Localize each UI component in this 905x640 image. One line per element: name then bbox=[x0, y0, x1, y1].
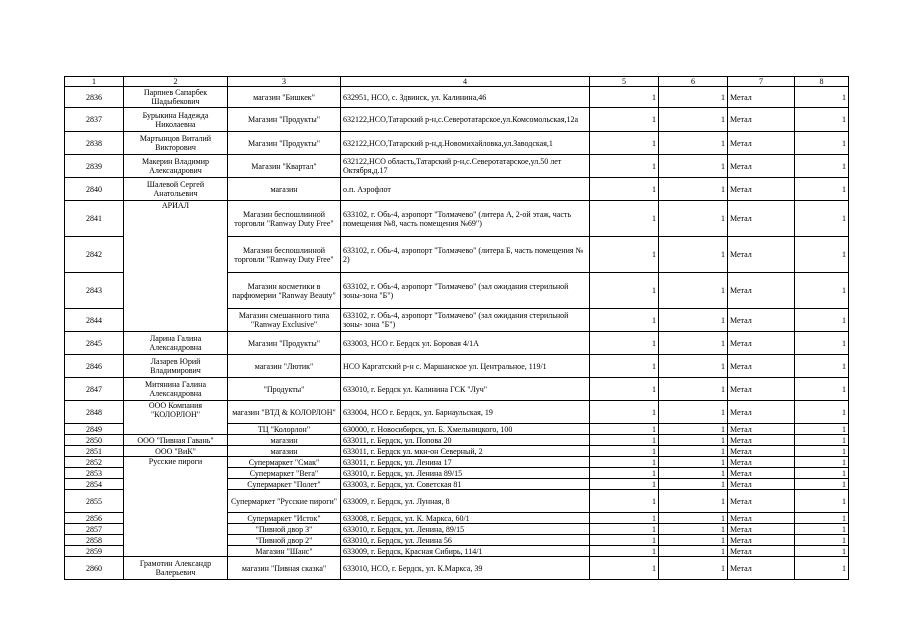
material-cell: Метал bbox=[728, 468, 795, 479]
row-number-cell: 2845 bbox=[65, 332, 124, 355]
material-cell: Метал bbox=[728, 108, 795, 132]
count-cell: 1 bbox=[795, 155, 849, 178]
row-number-cell: 2859 bbox=[65, 546, 124, 557]
column-number: 4 bbox=[341, 77, 590, 87]
quantity-cell: 1 bbox=[659, 513, 728, 524]
owner-name-cell: Русские пироги bbox=[124, 457, 228, 557]
material-cell: Метал bbox=[728, 201, 795, 237]
table-row bbox=[65, 446, 849, 457]
quantity-cell: 1 bbox=[659, 87, 728, 108]
address-cell: НСО Каргатский р-н с. Маршанское ул. Центральное, 119/1 bbox=[341, 355, 590, 378]
owner-name-cell: Митянина Галина Александровна bbox=[124, 378, 228, 401]
row-number-cell: 2837 bbox=[65, 108, 124, 132]
material-cell: Метал bbox=[728, 557, 795, 580]
address-cell: 633003, г. Бердск, ул. Советская 81 bbox=[341, 479, 590, 490]
shop-type-cell: Магазин "Продукты" bbox=[228, 332, 341, 355]
address-cell: 633102, г. Обь-4, аэропорт "Толмачево" (литера А, 2-ой этаж, часть помещения №8, часть помещения №69") bbox=[341, 201, 590, 237]
quantity-cell: 1 bbox=[590, 309, 659, 332]
quantity-cell: 1 bbox=[659, 557, 728, 580]
row-number-cell: 2843 bbox=[65, 273, 124, 309]
shop-type-cell: магазин bbox=[228, 178, 341, 201]
quantity-cell: 1 bbox=[590, 457, 659, 468]
material-cell: Метал bbox=[728, 524, 795, 535]
quantity-cell: 1 bbox=[590, 557, 659, 580]
quantity-cell: 1 bbox=[590, 401, 659, 424]
row-number-cell: 2840 bbox=[65, 178, 124, 201]
table-row bbox=[65, 108, 849, 132]
material-cell: Метал bbox=[728, 490, 795, 513]
count-cell: 1 bbox=[795, 524, 849, 535]
quantity-cell: 1 bbox=[590, 424, 659, 435]
column-number: 8 bbox=[795, 77, 849, 87]
shop-type-cell: магазин "Пивная сказка" bbox=[228, 557, 341, 580]
shop-type-cell: Магазин смешанного типа "Ranway Exclusive" bbox=[228, 309, 341, 332]
count-cell: 1 bbox=[795, 513, 849, 524]
shop-type-cell: Супермаркет "Полет" bbox=[228, 479, 341, 490]
table-row bbox=[65, 355, 849, 378]
count-cell: 1 bbox=[795, 273, 849, 309]
shop-type-cell: магазин "ВТД & КОЛОРЛОН" bbox=[228, 401, 341, 424]
material-cell: Метал bbox=[728, 309, 795, 332]
shop-type-cell: "Пивной двор 3" bbox=[228, 524, 341, 535]
quantity-cell: 1 bbox=[659, 468, 728, 479]
address-cell: 633010, г. Бердск ул. Калинина ГСК "Луч" bbox=[341, 378, 590, 401]
material-cell: Метал bbox=[728, 178, 795, 201]
material-cell: Метал bbox=[728, 546, 795, 557]
address-cell: 633102, г. Обь-4, аэропорт "Толмачево" (зал ожидания стерильной зоны- зона "Б") bbox=[341, 309, 590, 332]
material-cell: Метал bbox=[728, 155, 795, 178]
row-number-cell: 2854 bbox=[65, 479, 124, 490]
row-number-cell: 2844 bbox=[65, 309, 124, 332]
column-number: 5 bbox=[590, 77, 659, 87]
quantity-cell: 1 bbox=[590, 446, 659, 457]
shop-type-cell: Магазин "Шанс" bbox=[228, 546, 341, 557]
address-cell: 633102, г. Обь-4, аэропорт "Толмачево" (литера Б, часть помещения № 2) bbox=[341, 237, 590, 273]
table-row bbox=[65, 178, 849, 201]
column-number: 3 bbox=[228, 77, 341, 87]
material-cell: Метал bbox=[728, 332, 795, 355]
address-cell: 633010, г. Бердск, ул. Ленина, 89/15 bbox=[341, 524, 590, 535]
quantity-cell: 1 bbox=[659, 446, 728, 457]
shop-type-cell: Супермаркет "Смак" bbox=[228, 457, 341, 468]
count-cell: 1 bbox=[795, 378, 849, 401]
quantity-cell: 1 bbox=[659, 401, 728, 424]
column-number-row bbox=[65, 77, 849, 87]
table-row bbox=[65, 435, 849, 446]
shop-type-cell: "Пивной двор 2" bbox=[228, 535, 341, 546]
material-cell: Метал bbox=[728, 479, 795, 490]
quantity-cell: 1 bbox=[659, 424, 728, 435]
quantity-cell: 1 bbox=[659, 479, 728, 490]
quantity-cell: 1 bbox=[590, 237, 659, 273]
table-row bbox=[65, 401, 849, 424]
quantity-cell: 1 bbox=[659, 273, 728, 309]
address-cell: 633010, НСО, г. Бердск, ул. К.Маркса, 39 bbox=[341, 557, 590, 580]
quantity-cell: 1 bbox=[659, 378, 728, 401]
shop-type-cell: ТЦ "Колорлон" bbox=[228, 424, 341, 435]
count-cell: 1 bbox=[795, 108, 849, 132]
material-cell: Метал bbox=[728, 237, 795, 273]
table-row bbox=[65, 201, 849, 237]
count-cell: 1 bbox=[795, 309, 849, 332]
address-cell: 633102, г. Обь-4, аэропорт "Толмачево" (зал ожидания стерильной зоны-зона "Б") bbox=[341, 273, 590, 309]
owner-name-cell: Макерин Владимир Александрович bbox=[124, 155, 228, 178]
quantity-cell: 1 bbox=[590, 513, 659, 524]
quantity-cell: 1 bbox=[590, 178, 659, 201]
count-cell: 1 bbox=[795, 490, 849, 513]
row-number-cell: 2836 bbox=[65, 87, 124, 108]
address-cell: 632122,НСО,Татарский р-н,с.Северотатарское,ул.Комсомольская,12а bbox=[341, 108, 590, 132]
quantity-cell: 1 bbox=[659, 332, 728, 355]
count-cell: 1 bbox=[795, 424, 849, 435]
row-number-cell: 2851 bbox=[65, 446, 124, 457]
owner-name-cell: Парпиев Сапарбек Шадыбекович bbox=[124, 87, 228, 108]
owner-name-cell: ООО "Пивная Гавань" bbox=[124, 435, 228, 446]
count-cell: 1 bbox=[795, 435, 849, 446]
quantity-cell: 1 bbox=[659, 237, 728, 273]
quantity-cell: 1 bbox=[590, 87, 659, 108]
owner-name-cell: Лазарев Юрий Владимирович bbox=[124, 355, 228, 378]
shop-type-cell: магазин bbox=[228, 435, 341, 446]
row-number-cell: 2846 bbox=[65, 355, 124, 378]
quantity-cell: 1 bbox=[590, 273, 659, 309]
row-number-cell: 2850 bbox=[65, 435, 124, 446]
count-cell: 1 bbox=[795, 401, 849, 424]
quantity-cell: 1 bbox=[590, 378, 659, 401]
quantity-cell: 1 bbox=[659, 201, 728, 237]
row-number-cell: 2847 bbox=[65, 378, 124, 401]
row-number-cell: 2839 bbox=[65, 155, 124, 178]
count-cell: 1 bbox=[795, 535, 849, 546]
count-cell: 1 bbox=[795, 546, 849, 557]
quantity-cell: 1 bbox=[659, 309, 728, 332]
row-number-cell: 2853 bbox=[65, 468, 124, 479]
count-cell: 1 bbox=[795, 446, 849, 457]
quantity-cell: 1 bbox=[659, 178, 728, 201]
row-number-cell: 2848 bbox=[65, 401, 124, 424]
shop-type-cell: Супермаркет "Русские пироги" bbox=[228, 490, 341, 513]
shop-type-cell: Магазин беспошлинной торговли "Ranway Duty Free" bbox=[228, 201, 341, 237]
count-cell: 1 bbox=[795, 237, 849, 273]
shop-type-cell: магазин "Бишкек" bbox=[228, 87, 341, 108]
count-cell: 1 bbox=[795, 457, 849, 468]
registry-table bbox=[64, 76, 849, 580]
material-cell: Метал bbox=[728, 513, 795, 524]
shop-type-cell: Супермаркет "Вега" bbox=[228, 468, 341, 479]
owner-name-cell: Мартынцов Виталий Викторович bbox=[124, 132, 228, 155]
table-body bbox=[65, 77, 849, 580]
table-row bbox=[65, 132, 849, 155]
count-cell: 1 bbox=[795, 557, 849, 580]
quantity-cell: 1 bbox=[659, 524, 728, 535]
address-cell: 633010, г. Бердск, ул. Ленина 89/15 bbox=[341, 468, 590, 479]
address-cell: 633011, г. Бердск, ул. Попова 20 bbox=[341, 435, 590, 446]
row-number-cell: 2852 bbox=[65, 457, 124, 468]
material-cell: Метал bbox=[728, 273, 795, 309]
owner-name-cell: Грамотин Александр Валерьевич bbox=[124, 557, 228, 580]
address-cell: 633004, НСО г. Бердск, ул. Барнаульская, 19 bbox=[341, 401, 590, 424]
address-cell: 633003, НСО г. Бердск ул. Боровая 4/1А bbox=[341, 332, 590, 355]
count-cell: 1 bbox=[795, 132, 849, 155]
quantity-cell: 1 bbox=[659, 355, 728, 378]
table-row bbox=[65, 557, 849, 580]
row-number-cell: 2858 bbox=[65, 535, 124, 546]
owner-name-cell: Бурыкина Надежда Николаевна bbox=[124, 108, 228, 132]
quantity-cell: 1 bbox=[590, 332, 659, 355]
quantity-cell: 1 bbox=[590, 155, 659, 178]
shop-type-cell: магазин "Лютик" bbox=[228, 355, 341, 378]
count-cell: 1 bbox=[795, 178, 849, 201]
address-cell: 633009, г. Бердск, ул. Лунная, 8 bbox=[341, 490, 590, 513]
row-number-cell: 2860 bbox=[65, 557, 124, 580]
material-cell: Метал bbox=[728, 435, 795, 446]
owner-name-cell: Ларина Галина Александровна bbox=[124, 332, 228, 355]
material-cell: Метал bbox=[728, 401, 795, 424]
quantity-cell: 1 bbox=[590, 201, 659, 237]
owner-name-cell: ООО "ВиК" bbox=[124, 446, 228, 457]
table-row bbox=[65, 457, 849, 468]
column-number: 7 bbox=[728, 77, 795, 87]
address-cell: 632122,НСО,Татарский р-н,д.Новомихайловка,ул.Заводская,1 bbox=[341, 132, 590, 155]
address-cell: 632951, НСО, с. Здвинск, ул. Калинина,46 bbox=[341, 87, 590, 108]
quantity-cell: 1 bbox=[590, 468, 659, 479]
shop-type-cell: магазин bbox=[228, 446, 341, 457]
material-cell: Метал bbox=[728, 457, 795, 468]
quantity-cell: 1 bbox=[659, 435, 728, 446]
row-number-cell: 2841 bbox=[65, 201, 124, 237]
column-number: 2 bbox=[124, 77, 228, 87]
material-cell: Метал bbox=[728, 378, 795, 401]
count-cell: 1 bbox=[795, 355, 849, 378]
address-cell: 633009, г. Бердск, Красная Сибирь, 114/1 bbox=[341, 546, 590, 557]
quantity-cell: 1 bbox=[659, 108, 728, 132]
address-cell: о.п. Аэрофлот bbox=[341, 178, 590, 201]
table-row bbox=[65, 87, 849, 108]
count-cell: 1 bbox=[795, 479, 849, 490]
row-number-cell: 2855 bbox=[65, 490, 124, 513]
quantity-cell: 1 bbox=[659, 132, 728, 155]
owner-name-cell: АРИАЛ bbox=[124, 201, 228, 332]
quantity-cell: 1 bbox=[590, 355, 659, 378]
quantity-cell: 1 bbox=[659, 535, 728, 546]
address-cell: 633010, г. Бердск, ул. Ленина 56 bbox=[341, 535, 590, 546]
owner-name-cell: Шалевой Сергей Анатольевич bbox=[124, 178, 228, 201]
owner-name-cell: ООО Компания "КОЛОРЛОН" bbox=[124, 401, 228, 435]
address-cell: 632122,НСО область,Татарский р-н,с.Северотатарское,ул.50 лет Октября,д.17 bbox=[341, 155, 590, 178]
row-number-cell: 2842 bbox=[65, 237, 124, 273]
column-number: 6 bbox=[659, 77, 728, 87]
material-cell: Метал bbox=[728, 132, 795, 155]
address-cell: 633011, г. Бердск, ул. Ленина 17 bbox=[341, 457, 590, 468]
quantity-cell: 1 bbox=[590, 479, 659, 490]
count-cell: 1 bbox=[795, 87, 849, 108]
material-cell: Метал bbox=[728, 446, 795, 457]
quantity-cell: 1 bbox=[659, 155, 728, 178]
quantity-cell: 1 bbox=[590, 490, 659, 513]
address-cell: 630000, г. Новосибирск, ул. Б. Хмельницкого, 100 bbox=[341, 424, 590, 435]
quantity-cell: 1 bbox=[590, 535, 659, 546]
address-cell: 633008, г. Бердск, ул. К. Маркса, 60/1 bbox=[341, 513, 590, 524]
quantity-cell: 1 bbox=[590, 546, 659, 557]
quantity-cell: 1 bbox=[659, 490, 728, 513]
quantity-cell: 1 bbox=[590, 524, 659, 535]
row-number-cell: 2838 bbox=[65, 132, 124, 155]
quantity-cell: 1 bbox=[590, 435, 659, 446]
shop-type-cell: Магазин "Квартал" bbox=[228, 155, 341, 178]
shop-type-cell: Магазин "Продукты" bbox=[228, 132, 341, 155]
quantity-cell: 1 bbox=[590, 108, 659, 132]
table-row bbox=[65, 378, 849, 401]
shop-type-cell: "Продукты" bbox=[228, 378, 341, 401]
shop-type-cell: Супермаркет "Исток" bbox=[228, 513, 341, 524]
count-cell: 1 bbox=[795, 332, 849, 355]
material-cell: Метал bbox=[728, 355, 795, 378]
shop-type-cell: Магазин "Продукты" bbox=[228, 108, 341, 132]
quantity-cell: 1 bbox=[659, 546, 728, 557]
quantity-cell: 1 bbox=[659, 457, 728, 468]
row-number-cell: 2856 bbox=[65, 513, 124, 524]
material-cell: Метал bbox=[728, 87, 795, 108]
shop-type-cell: Магазин косметики в парфюмерии "Ranway Beauty" bbox=[228, 273, 341, 309]
table-row bbox=[65, 155, 849, 178]
row-number-cell: 2849 bbox=[65, 424, 124, 435]
count-cell: 1 bbox=[795, 468, 849, 479]
material-cell: Метал bbox=[728, 535, 795, 546]
shop-type-cell: Магазин беспошлинной торговли "Ranway Duty Free" bbox=[228, 237, 341, 273]
column-number: 1 bbox=[65, 77, 124, 87]
table-row bbox=[65, 332, 849, 355]
row-number-cell: 2857 bbox=[65, 524, 124, 535]
address-cell: 633011, г. Бердск ул. мкн-он Северный, 2 bbox=[341, 446, 590, 457]
quantity-cell: 1 bbox=[590, 132, 659, 155]
count-cell: 1 bbox=[795, 201, 849, 237]
material-cell: Метал bbox=[728, 424, 795, 435]
